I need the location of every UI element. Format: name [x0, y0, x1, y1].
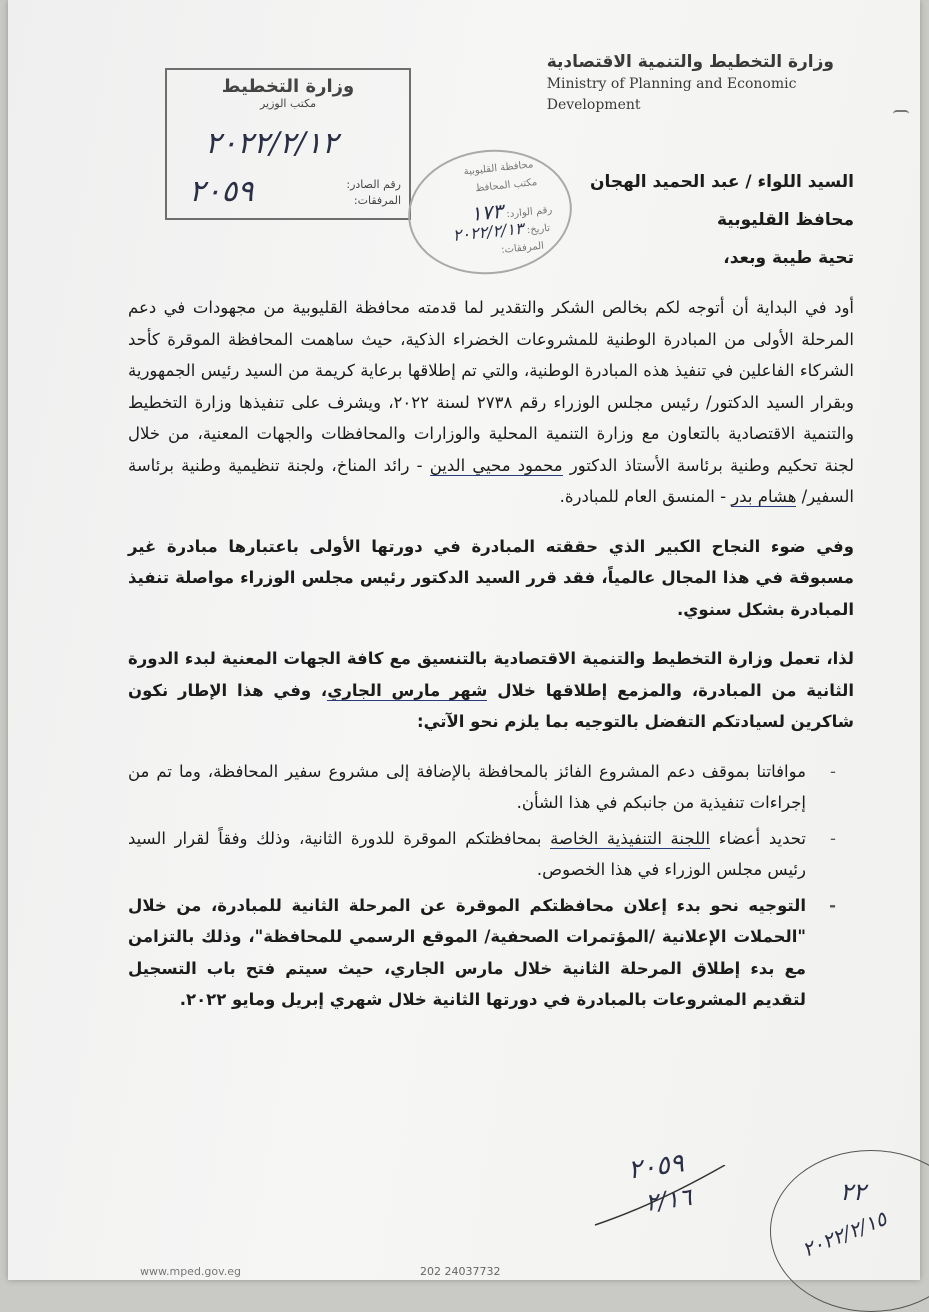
bullet-item-3: - التوجيه نحو بدء إعلان محافظتكم الموقرة عن المرحلة الثانية للمبادرة، من خلال "الحملات الإعلانية /المؤتمرات الصحفية/ الموقع الرسمي للمحافظة"، وذلك بالتزامن مع بدء إطلاق المرحلة الثانية خلال مارس الجاري، حيث سيتم فتح باب التسجيل لتقديم المشروعات بالمبادرة في دورتها الثانية خلال شهري إبريل ومايو ٢٠٢٢. — [128, 890, 854, 1016]
bullet-2-part-a: تحديد أعضاء — [718, 828, 807, 848]
bullet-item-1: - موافاتنا بموقف دعم المشروع الفائز بالمحافظة بالإضافة إلى مشروع سفير المحافظة، وما تم من إجراءات تنفيذية من جانبكم في هذا الشأن. — [128, 756, 854, 819]
underlined-committee: اللجنة التنفيذية الخاصة — [550, 828, 711, 848]
handwritten-note-1-line2: ٢/١٦ — [643, 1182, 694, 1218]
paragraph-2: وفي ضوء النجاح الكبير الذي حققته المبادرة في دورتها الأولى باعتبارها مبادرة غير مسبوقة في هذا المجال عالمياً، فقد قرر السيد الدكتور رئيس مجلس الوزراء مواصلة تنفيذ المبادرة بشكل سنوي. — [128, 536, 854, 619]
stamp-title: وزارة التخطيط — [221, 76, 355, 97]
letter-body — [128, 172, 854, 1020]
handwritten-note-1-line1: ٢٠٥٩ — [626, 1148, 686, 1186]
stamp-handwritten-number: ٢٠٥٩ — [189, 174, 254, 209]
ministry-arabic-name: وزارة التخطيط والتنمية الاقتصادية — [546, 52, 834, 72]
paragraph-3-part-b: ، وفي هذا الإطار نكون شاكرين لسيادتكم التفضل بالتوجيه بما يلزم نحو الآتي: — [128, 680, 854, 731]
bullet-item-2 — [128, 823, 854, 886]
handwritten-note-2-line2: ٢٠٢٢/٢/١٥ — [798, 1206, 890, 1262]
incoming-stamp-line2: مكتب المحافظ — [474, 176, 538, 195]
greeting: تحية طيبة وبعد، — [723, 248, 854, 268]
incoming-date: ٢٠٢٢/٢/١٣ — [451, 218, 525, 245]
footer-phone: 202 24037732 — [420, 1265, 501, 1278]
incoming-stamp-line1: محافظة القليوبية — [463, 159, 534, 178]
stamp-number-label: رقم الصادر: — [346, 178, 401, 191]
recipient-name: السيد اللواء / عبد الحميد الهجان — [590, 172, 854, 192]
staple-mark — [893, 110, 909, 118]
ministry-english-name-line1: Ministry of Planning and Economic — [546, 76, 797, 92]
underlined-name-2: هشام بدر — [731, 487, 797, 506]
paragraph-3-part-a: لذا، تعمل وزارة التخطيط والتنمية الاقتصادية بالتنسيق مع كافة الجهات المعنية لبدء الدورة الثانية من المبادرة، والمزمع إطلاقها خلال — [128, 649, 855, 700]
footer-website: www.mped.gov.eg — [140, 1265, 242, 1278]
stamp-attachments-label: المرفقات: — [353, 194, 401, 207]
underlined-month: شهر مارس الجاري — [327, 680, 488, 700]
handwritten-stroke-icon — [585, 1165, 735, 1235]
stamp-subtitle: مكتب الوزير — [259, 97, 317, 110]
letterhead — [547, 52, 834, 114]
paragraph-1-part-a: أود في البداية أن أتوجه لكم بخالص الشكر والتقدير لما قدمته محافظة القليوبية من مجهودات في دعم المرحلة الأولى من المبادرة الوطنية للمشروعات الخضراء الذكية، حيث ساهمت المحافظة الموقرة كأحد الشركاء الفاعلين في تنفيذ هذه المبادرة الوطنية، والتي تم إطلاقها برعاية كريمة من السيد رئيس الجمهورية وبقرار السيد الدكتور/ رئيس مجلس الوزراء رقم ٢٧٣٨ لسنة ٢٠٢٢، ويشرف على تنفيذها وزارة التخطيط والتنمية الاقتصادية بالتعاون مع وزارة التنمية المحلية والوزارات والمحافظات والجهات المعنية، من خلال لجنة تحكيم وطنية برئاسة الأستاذ الدكتور — [128, 298, 854, 475]
ministry-english-name-line2: Development — [546, 97, 641, 113]
underlined-name-1: محمود محيي الدين — [429, 455, 563, 475]
paragraph-3 — [128, 643, 854, 738]
incoming-number: ١٧٣ — [469, 198, 505, 226]
incoming-date-label: تاريخ: — [526, 222, 551, 237]
incoming-number-label: رقم الوارد: — [505, 204, 553, 221]
stamp-handwritten-date: ٢٠٢٢/٢/١٢ — [205, 126, 339, 161]
paragraph-1 — [128, 292, 854, 513]
handwritten-note-2-line1: ٢٢ — [840, 1178, 866, 1206]
incoming-attachments-label: المرفقات: — [500, 240, 545, 257]
bullet-2-part-b: بمحافظتكم الموقرة للدورة الثانية، وذلك وفقاً لقرار السيد رئيس مجلس الوزراء في هذا الخصوص. — [128, 828, 806, 879]
paragraph-1-part-b: - رائد المناخ، ولجنة تنظيمية وطنية برئاسة السفير/ — [128, 455, 854, 506]
paragraph-1-part-c: - المنسق العام للمبادرة. — [559, 487, 727, 506]
recipient-title: محافظ القليوبية — [716, 210, 854, 230]
